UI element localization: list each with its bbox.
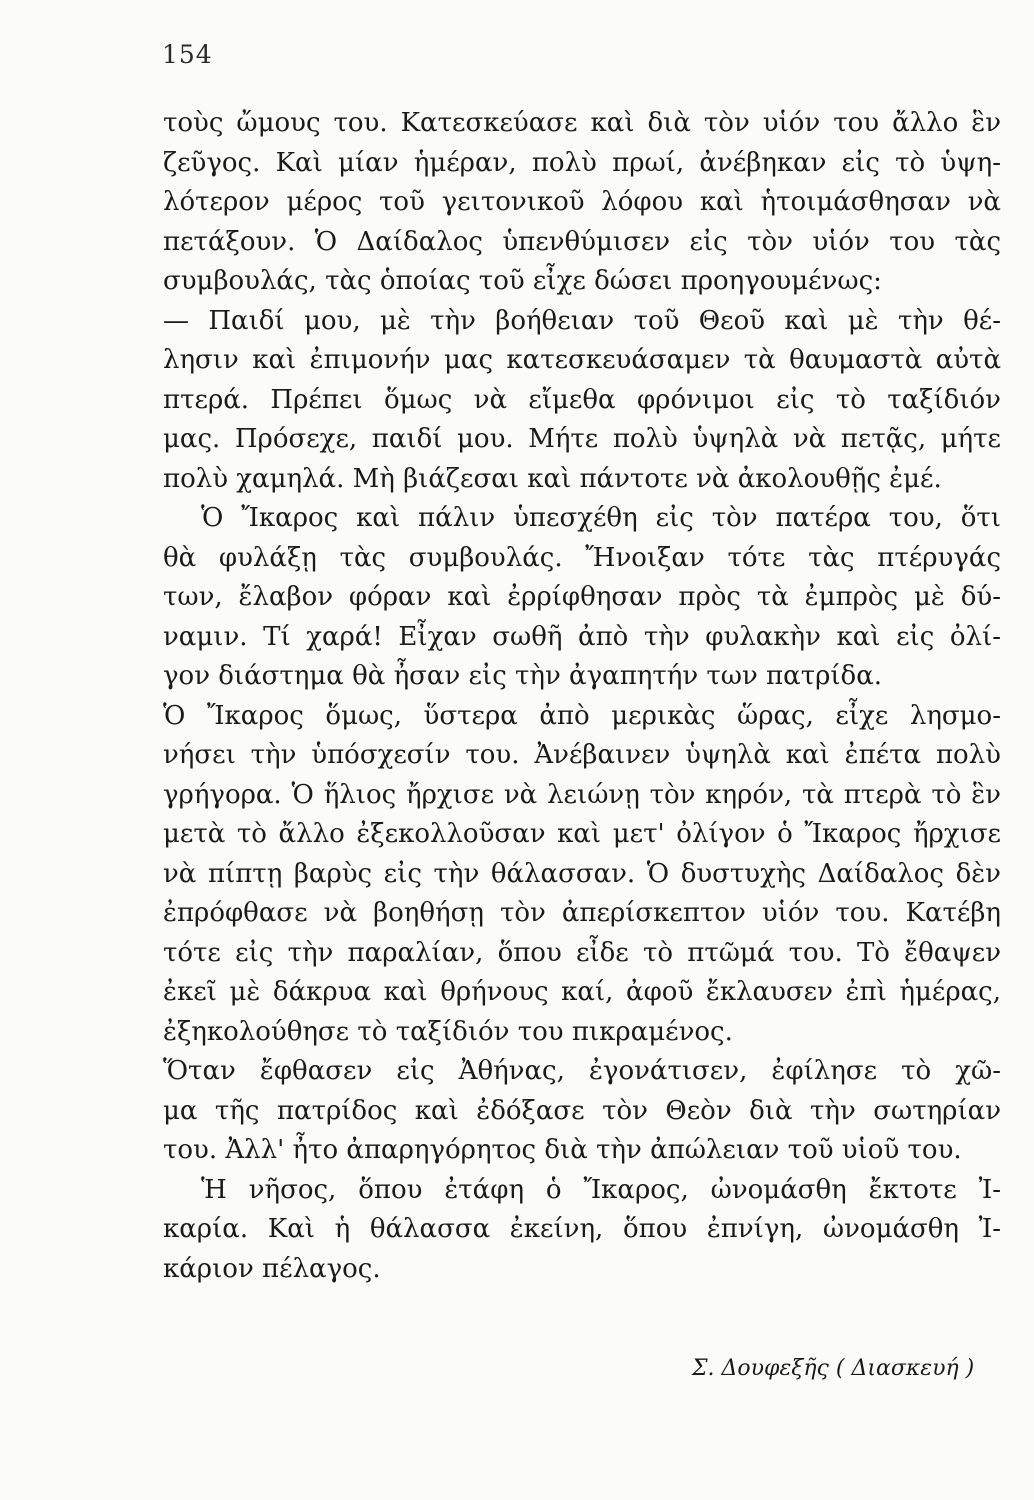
text-line: γρήγορα. Ὁ ἥλιος ἤρχισε νὰ λειώνῃ τὸν κηρόν, τὰ πτερὰ τὸ ἓν: [163, 779, 1001, 810]
text-line: Ἡ νῆσος, ὅπου ἐτάφη ὁ Ἴκαρος, ὠνομάσθη ἔκτοτε Ἰ-: [201, 1174, 1001, 1205]
text-line: Ὁ Ἴκαρος ὅμως, ὕστερα ἀπὸ μερικὰς ὥρας, εἶχε λησμο-: [163, 700, 1001, 731]
author-attribution: Σ. Δουφεξῆς ( Διασκευή ): [692, 1356, 975, 1381]
text-line: μετὰ τὸ ἄλλο ἐξεκολλοῦσαν καὶ μετ' ὀλίγον ὁ Ἴκαρος ἤρχισε: [163, 819, 1001, 849]
text-line: συμβουλάς, τὰς ὁποίας τοῦ εἶχε δώσει προηγουμένως:: [163, 266, 882, 296]
text-line: λότερον μέρος τοῦ γειτονικοῦ λόφου καὶ ἡτοιμάσθησαν νὰ: [163, 187, 1001, 217]
text-line: τοὺς ὤμους του. Κατεσκεύασε καὶ διὰ τὸν υἱόν του ἄλλο ἓν: [163, 108, 1001, 138]
text-line: λησιν καὶ ἐπιμονήν μας κατεσκευάσαμεν τὰ θαυμαστὰ αὐτὰ: [163, 345, 1001, 375]
text-line: ἐπρόφθασε νὰ βοηθήσῃ τὸν ἀπερίσκεπτον υἱόν του. Κατέβη: [163, 898, 1001, 928]
text-line: μας. Πρόσεχε, παιδί μου. Μήτε πολὺ ὑψηλὰ νὰ πετᾷς, μήτε: [163, 424, 1001, 454]
text-line: ζεῦγος. Καὶ μίαν ἡμέραν, πολὺ πρωί, ἀνέβηκαν εἰς τὸ ὑψη-: [163, 147, 1001, 178]
text-line: πτερά. Πρέπει ὅμως νὰ εἴμεθα φρόνιμοι εἰς τὸ ταξίδιόν: [163, 384, 1001, 415]
text-line: — Παιδί μου, μὲ τὴν βοήθειαν τοῦ Θεοῦ καὶ μὲ τὴν θέ-: [163, 305, 1001, 336]
text-line: γον διάστημα θὰ ἦσαν εἰς τὴν ἀγαπητήν των πατρίδα.: [163, 661, 883, 691]
text-line: πολὺ χαμηλά. Μὴ βιάζεσαι καὶ πάντοτε νὰ ἀκολουθῇς ἐμέ.: [163, 463, 942, 494]
text-line: των, ἔλαβον φόραν καὶ ἐρρίφθησαν πρὸς τὰ ἐμπρὸς μὲ δύ-: [163, 582, 1001, 612]
text-line: νήσει τὴν ὑπόσχεσίν του. Ἀνέβαινεν ὑψηλὰ καὶ ἐπέτα πολὺ: [163, 740, 1001, 770]
text-line: κάριον πέλαγος.: [163, 1253, 381, 1284]
text-line: νὰ πίπτῃ βαρὺς εἰς τὴν θάλασσαν. Ὁ δυστυχὴς Δαίδαλος δὲν: [163, 858, 1001, 889]
text-line: Ὅταν ἔφθασεν εἰς Ἀθήνας, ἐγονάτισεν, ἐφίλησε τὸ χῶ-: [163, 1056, 1001, 1086]
text-line: θὰ φυλάξῃ τὰς συμβουλάς. Ἤνοιξαν τότε τὰς πτέρυγάς: [163, 542, 1001, 573]
page-number: 154: [162, 40, 213, 69]
text-line: τότε εἰς τὴν παραλίαν, ὅπου εἶδε τὸ πτῶμά του. Τὸ ἔθαψεν: [163, 937, 1001, 968]
text-line: μα τῆς πατρίδος καὶ ἐδόξασε τὸν Θεὸν διὰ τὴν σωτηρίαν: [163, 1095, 1001, 1126]
text-line: του. Ἀλλ' ἦτο ἀπαρηγόρητος διὰ τὴν ἀπώλειαν τοῦ υἱοῦ του.: [163, 1135, 962, 1165]
text-line: ἐκεῖ μὲ δάκρυα καὶ θρήνους καί, ἀφοῦ ἔκλαυσεν ἐπὶ ἡμέρας,: [163, 977, 1001, 1007]
text-line: πετάξουν. Ὁ Δαίδαλος ὑπενθύμισεν εἰς τὸν υἱόν του τὰς: [163, 226, 1001, 257]
body-text: [163, 104, 1001, 1289]
text-line: καρία. Καὶ ἡ θάλασσα ἐκείνη, ὅπου ἐπνίγη, ὠνομάσθη Ἰ-: [163, 1214, 1001, 1244]
text-line: ἐξηκολούθησε τὸ ταξίδιόν του πικραμένος.: [163, 1016, 733, 1047]
text-line: ναμιν. Τί χαρά! Εἶχαν σωθῆ ἀπὸ τὴν φυλακὴν καὶ εἰς ὀλί-: [163, 621, 1001, 652]
text-line: Ὁ Ἴκαρος καὶ πάλιν ὑπεσχέθη εἰς τὸν πατέρα του, ὅτι: [201, 503, 1001, 533]
